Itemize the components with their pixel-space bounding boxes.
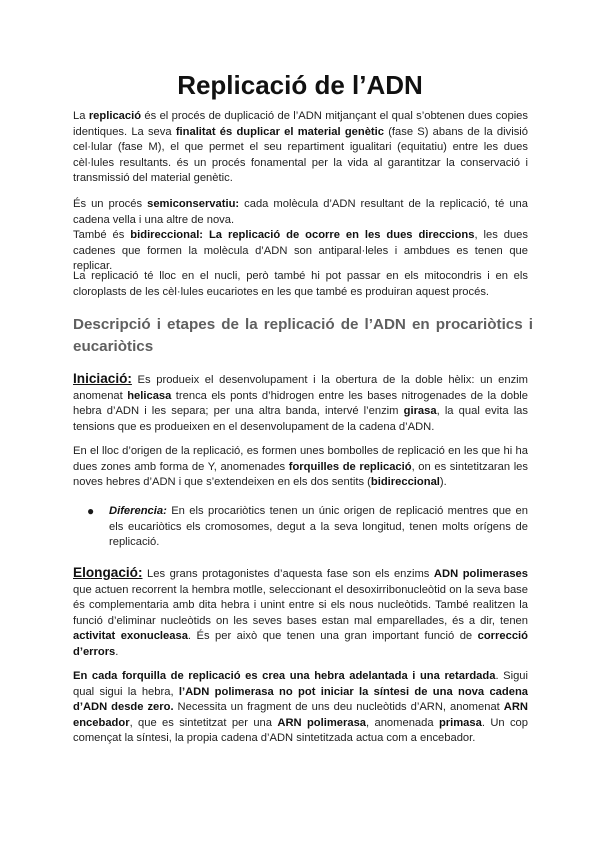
bold-term: correcció d’errors	[73, 630, 528, 658]
bold-term: primasa	[438, 716, 482, 729]
section-heading: Descripció i etapes de la replicació de l’ADN en procariòtics i eucariòtics	[73, 316, 533, 355]
bold-term: ADN polimerases	[433, 568, 528, 580]
bold-term: En cada forquilla de replicació es crea una hebra adelantada i una retardada	[73, 670, 496, 682]
bold-term: bidireccional: La replicació de ocorre en les dues direccions	[130, 229, 475, 242]
bold-term: l’ADN polimerasa no pot iniciar la síntesi de una nova cadena d’ADN desde zero.	[73, 685, 528, 714]
text-run: . Un cop començat la síntesi, la propia cadena d’ADN sintetitzada actua com a encebador.	[73, 716, 529, 745]
bold-term: ARN encebador	[73, 701, 529, 729]
bold-term: ARN polimerasa	[277, 716, 367, 729]
text-run: En els procariòtics tenen un únic origen de replicació mentres que en els eucariòtics els cromosomes, degut a la seva longitud, tenen molts orígens de replicació.	[109, 505, 528, 549]
text-run: . És per això que tenen una gran important funció de	[187, 630, 478, 643]
bold-term: girasa	[403, 405, 437, 418]
text-run: , anomenada	[366, 716, 439, 729]
initiation-label: Iniciació:	[73, 371, 132, 386]
text-run: , que es sintetitzat per una	[129, 716, 278, 729]
fork-paragraph	[73, 669, 528, 747]
bullet-icon: ●	[87, 504, 95, 518]
text-run: Es produeix el desenvolupament i la obertura de la doble hèlix: un enzim anomenat	[73, 374, 528, 402]
text-run: També és	[73, 229, 131, 242]
bold-term: forquilles de replicació	[288, 460, 412, 473]
difference-paragraph	[109, 504, 528, 551]
bold-term: semiconservatiu:	[147, 198, 240, 210]
text-run: trenca els ponts d’hidrogen entre les bases nitrogenades de la doble hebra d’ADN i les separa; per una altra banda, intervé l’enzim	[73, 389, 528, 418]
text-run: és el procés de duplicació de l’ADN mitjançant el qual s’obtenen dues copies identiques. La seva	[73, 110, 528, 138]
text-run: En el lloc d’origen de la replicació, es formen unes bombolles de replicació en les que hi ha dues zones amb forma de Y, anomenades	[73, 445, 528, 473]
text-run: , la qual evita las tensions que es produeixen en el desenvolupament de la cadena d’ADN.	[73, 405, 528, 433]
page-title: Replicació de l’ADN	[177, 70, 423, 100]
text-run: Necessita un fragment de uns deu nucleòtids d’ARN, anomenat	[173, 701, 504, 714]
initiation-paragraph	[73, 371, 528, 435]
bold-term: helicasa	[127, 389, 172, 402]
bold-term: replicació	[88, 110, 142, 122]
intro-paragraph	[73, 109, 528, 187]
bold-term: activitat exonucleasa	[73, 630, 188, 643]
text-run: , les dues cadenes que formen la molècula d’ADN son antiparal·leles i ambdues es tenen que replicar.	[73, 229, 528, 273]
text-run: , on es sintetitzaran les noves hebres d’ADN i que s’extendeixen en els dos sentits (	[73, 460, 528, 489]
elongation-label: Elongació:	[73, 565, 143, 580]
difference-label: Diferencia:	[109, 505, 167, 517]
semiconservative-paragraph	[73, 197, 528, 275]
bold-term: bidireccional	[370, 476, 440, 489]
text-run: Les grans protagonistes d’aquesta fase son els enzims	[142, 568, 434, 580]
text-run: (fase S) abans de la divisió cel·lular (fase M), el que permet el seu repartiment igualitari (equitatiu) entre les dues cèl·lules resultants. és un procés fonamental per la vida al garantitzar la conservació i transmissió del material genètic.	[73, 125, 528, 185]
bold-term: finalitat és duplicar el material genètic	[175, 125, 384, 138]
text-run: cada molècula d’ADN resultant de la replicació, té una cadena vella i una altre de nova.	[73, 198, 528, 226]
origin-paragraph	[73, 444, 528, 491]
text-run: .	[115, 645, 119, 658]
text-run: ).	[439, 476, 447, 489]
text-run: La	[73, 110, 89, 122]
elongation-paragraph	[73, 565, 528, 661]
text-run: que actuen recorrent la hembra motlle, seleccionant el desoxirribonucleòtid on la seva base és complementaria amb dita hebra i unint entre si els nous nucleòtids. També realitzen la funció d’eliminar nucleòtids on les seves bases estan mal emparellades, és a dir, tenen	[73, 583, 528, 627]
text-run: És un procés	[73, 198, 148, 210]
text-run: . Sigui qual sigui la hebra,	[73, 670, 529, 698]
location-paragraph: La replicació té lloc en el nucli, però també hi pot passar en els mitocondris i en els cloroplasts de les cèl·lules eucariotes en les que també es produiran aquest procés.	[73, 270, 528, 298]
